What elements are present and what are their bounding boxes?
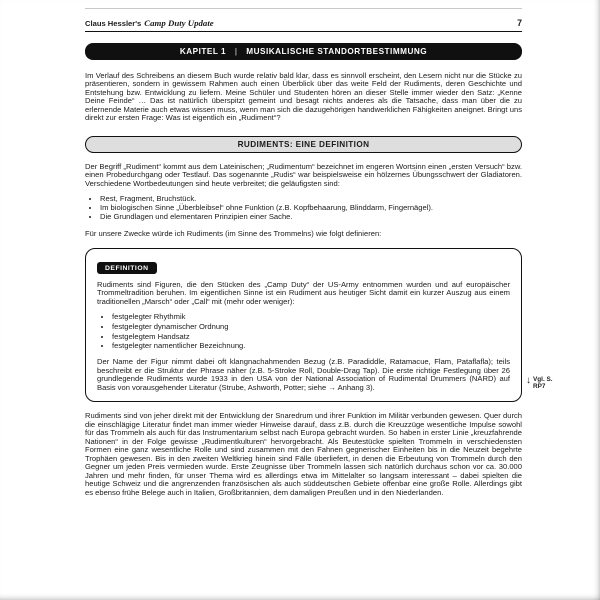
closing-paragraph: Rudiments sind von jeher direkt mit der Entwicklung der Snaredrum und ihrer Funktion im Militär verbunden gewesen. Quer durch die einschlägige Literatur findet man immer wieder Hinweise darauf, dass z.B. durch die Kreuzzüge wesentliche Impulse sowohl für das Trommeln als auch für das Instrumentarium selbst nach Europa gebracht wurden. So haben in erster Linie „kreuzfahrende Nationen“ in der Folge gewisse „Rudimentkulturen“ hervorgebracht. Als Beutestücke spielten Trommeln in verschiedensten Formen eine ganz wesentliche Rolle und sind zusammen mit den Fahnen gegnerischer Einheiten bis in die Neuzeit begehrte Trophäen gewesen. Bis in den zweiten Weltkrieg hinein sind Fälle überliefert, in denen die Erbeutung von Trommeln durch den Gegner um jeden Preis vermieden wurde. Erste Zeugnisse über Trommeln lassen sich natürlich durchaus schon vor ca. 30.000 Jahren und mehr finden, für unser Thema wird es allerdings etwa im Mittelalter so langsam interessant – dabei spielten die heutige Schweiz und die angrenzenden französischen als auch süddeutschen Gebiete offenbar eine große Rolle. Allerdings gibt es ebenso frühe Belege auch in Italien, Großbritannien, dem damaligen Preußen und in den Niederlanden. [85,411,522,497]
definition-area [85,248,553,403]
list-item: • festgelegter namentlicher Bezeichnung. [112,341,510,351]
word-meanings-list [85,194,522,221]
section-paragraph: Der Begriff „Rudiment“ kommt aus dem Lateinischen; „Rudimentum“ bezeichnet im engeren Wortsinn einen „ersten Versuch“ bzw. einen Probedurchgang oder Testlauf. Das sogenannte „Rudis“ war beispielsweise ein hölzernes Übungsschwert der Gladiatoren. Verschiedene Wortbedeutungen sind heute verbreitet; die geläufigsten sind: [85,161,522,188]
running-head [85,18,214,28]
list-item: • Im biologischen Sinne „Überbleibsel“ ohne Funktion (z.B. Kopfbehaarung, Blinddarm, Fingernägel). [100,203,522,212]
list-item: • festgelegter dynamischer Ordnung [112,322,510,332]
list-item: • Rest, Fragment, Bruchstück. [100,194,522,203]
definition-intro: Rudiments sind Figuren, die den Stücken des „Camp Duty“ der US-Army entnommen wurden und auf europäischer Trommeltradition beruhen. Im eigentlichen Sinne ist ein Rudiment aus heutiger Sicht damit ein kurzer Auszug aus einem traditionellen „Marsch“ oder „Call“ mit (mehr oder weniger): [97,279,510,306]
chapter-separator: | [234,47,238,56]
list-item: • Die Grundlagen und elementaren Prinzipien einer Sache. [100,212,522,221]
intro-paragraph: Im Verlauf des Schreibens an diesem Buch wurde relativ bald klar, dass es sinnvoll erscheint, den Lesern nicht nur die Stücke zu präsentieren, sondern in gewissem Rahmen auch einen Überblick über das weite Feld der Rudiments, deren Geschichte und Entstehung bzw. Entwicklung zu liefern. Meine Schüler und Studenten hören an dieser Stelle immer wieder den Satz: „Kenne Deine Feinde“ … Das ist natürlich überspitzt gemeint und besagt nichts anderes als die Tatsache, dass man über die zu erlernende Materie auch etwas wissen muss, wenn man sich die dazugehörigen handwerklichen Fähigkeiten aneignet. Bringt uns direkt zur ersten Frage: Was ist eigentlich ein „Rudiment“? [85,70,522,122]
list-item: • festgelegtem Handsatz [112,332,510,342]
definition-outro: Der Name der Figur nimmt dabei oft klangnachahmenden Bezug (z.B. Paradiddle, Ratamacue, Flam, Pataflafla); teils beschreibt er die Struktur der Phrase näher (z.B. 5-Stroke Roll, Double-Drag Tap). Die erste richtige Festlegung über 26 grundlegende Rudiments wurde 1933 in den USA von der National Association of Rudimental Drummers (NARD) auf Basis von vorausgehender Literatur (Strube, Ashworth, Potter; siehe → Anhang 3). [97,357,510,392]
chapter-title: MUSIKALISCHE STANDORTBESTIMMUNG [246,47,428,56]
chapter-heading [85,43,522,60]
down-arrow-icon: ↓ [526,374,531,386]
page-content [85,8,553,497]
definition-box [85,248,522,403]
book-title: Camp Duty Update [144,18,214,28]
margin-reference-note [526,376,560,390]
margin-note-text: Vgl. S. RP7 [533,375,553,390]
chapter-label: KAPITEL 1 [179,47,227,56]
section-heading: RUDIMENTS: EINE DEFINITION [85,136,522,153]
top-rule [85,8,522,9]
definition-criteria-list [97,312,510,351]
definition-tab: DEFINITION [97,262,157,274]
page-number: 7 [517,18,522,28]
page-header [85,18,522,32]
list-item: • festgelegter Rhythmik [112,312,510,322]
definition-leadin: Für unsere Zwecke würde ich Rudiments (im Sinne des Trommelns) wie folgt definieren: [85,229,382,238]
author-name: Claus Hessler's [85,19,142,28]
